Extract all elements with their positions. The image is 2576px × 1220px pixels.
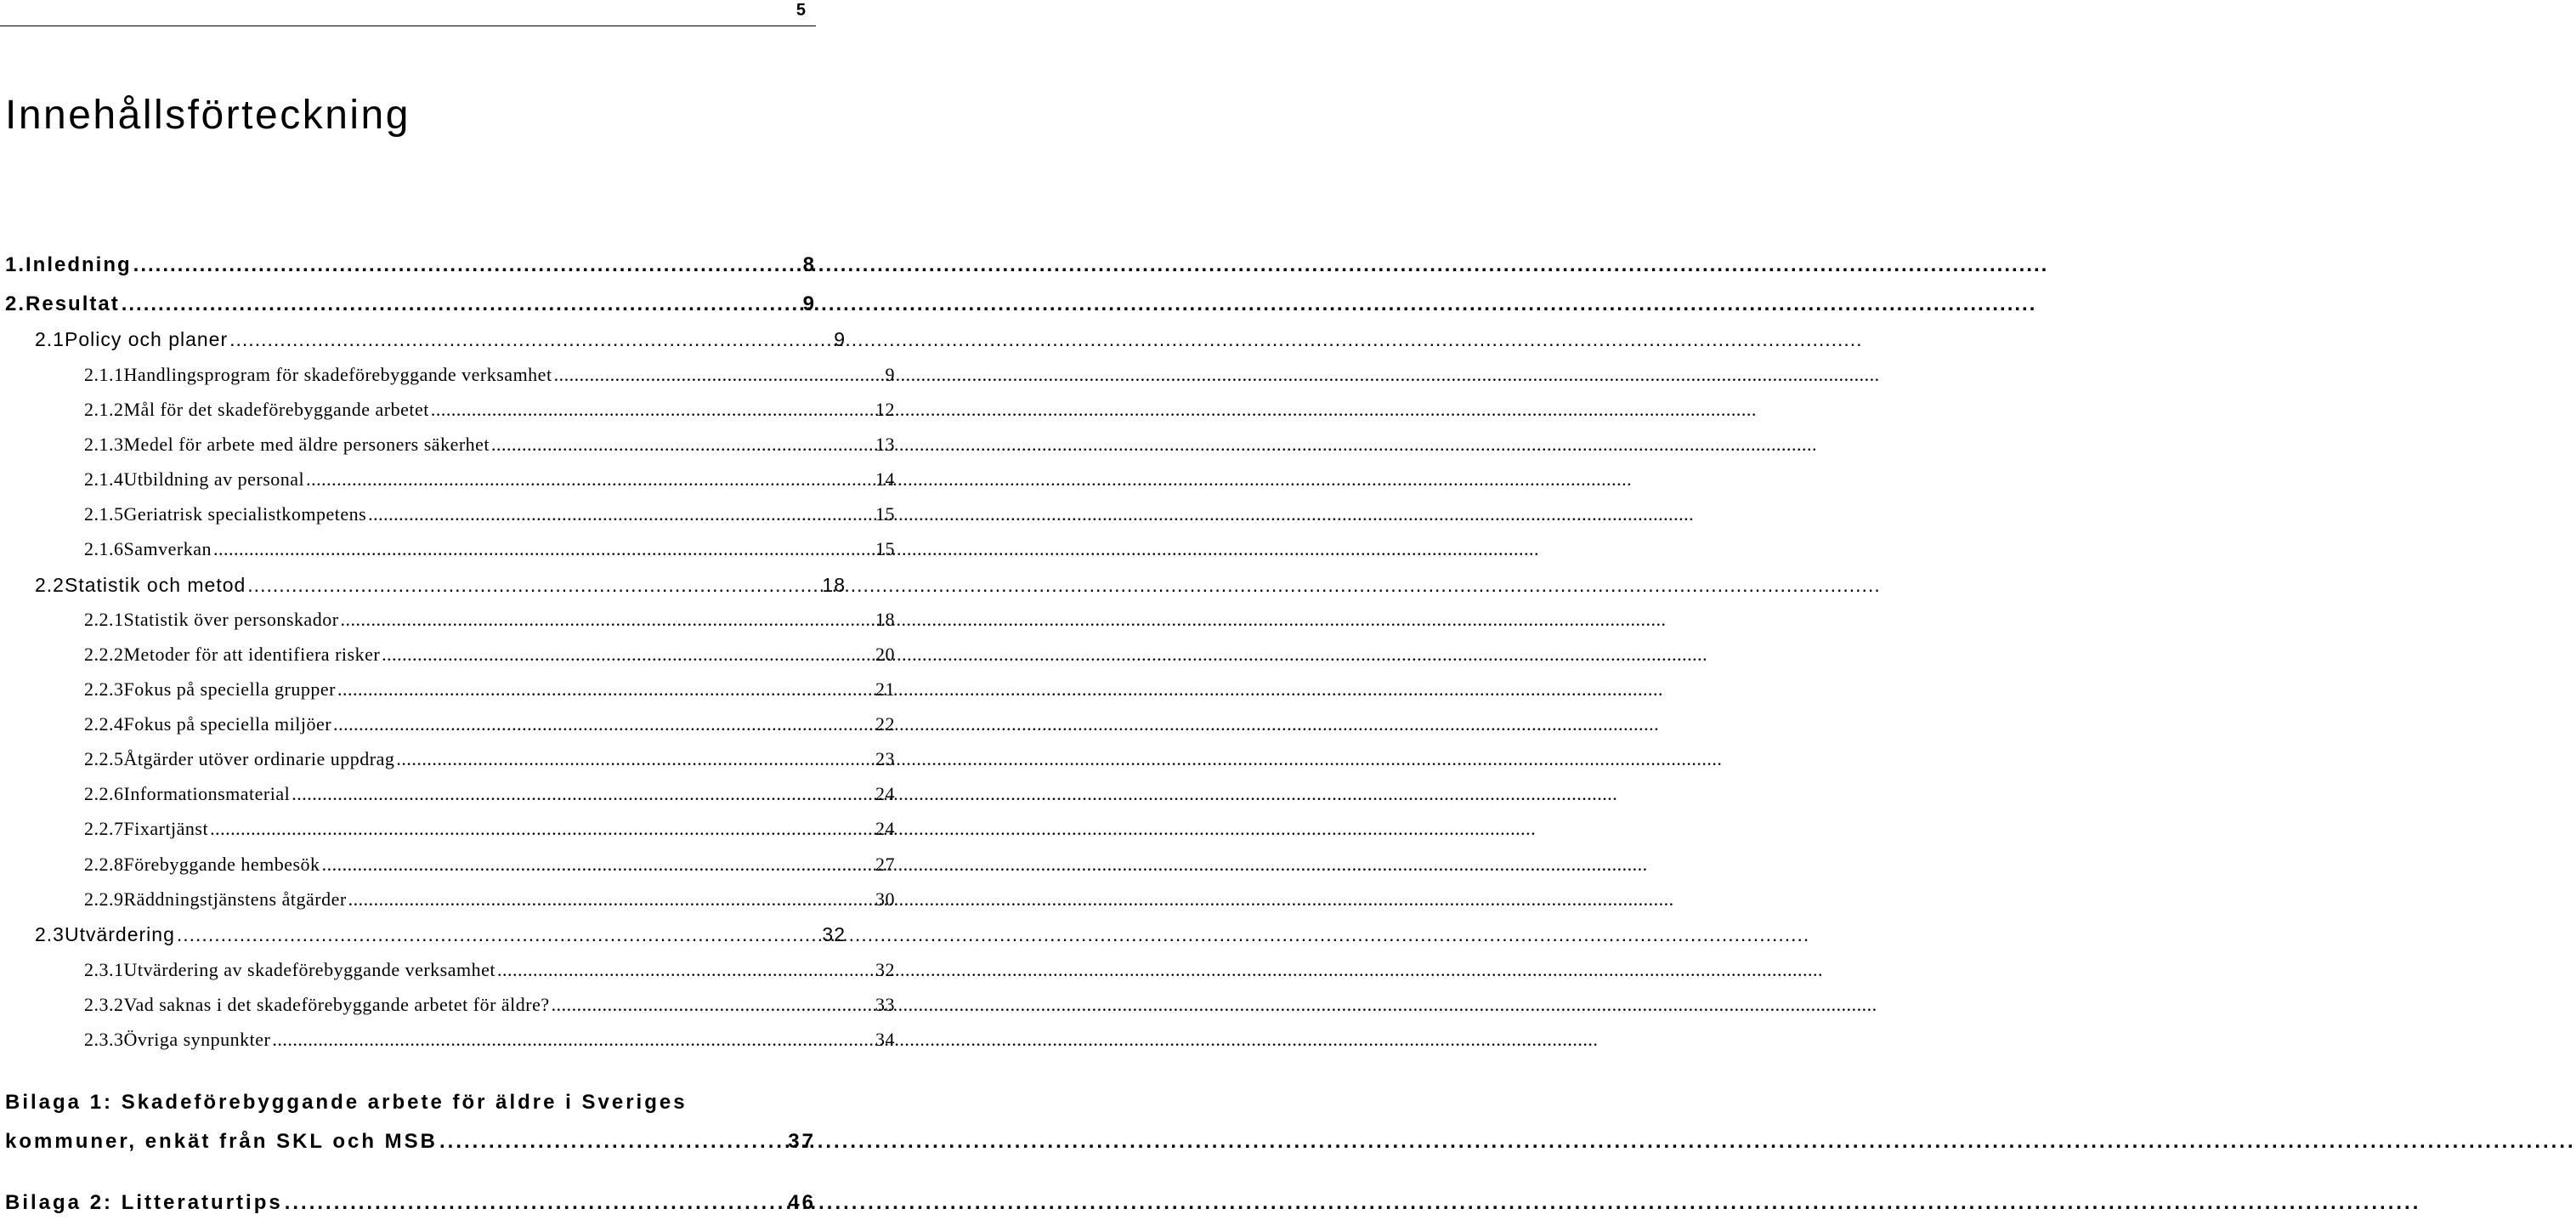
dot-leader xyxy=(341,609,874,631)
dot-leader xyxy=(272,1029,874,1051)
dot-leader xyxy=(431,399,874,421)
toc-entry-page: 9 xyxy=(802,292,816,315)
toc-entry-page: 23 xyxy=(875,748,895,769)
toc-entry-title: Räddningstjänstens åtgärder xyxy=(123,888,347,910)
toc-entry-number: 2.3.3 xyxy=(84,1029,124,1050)
toc-entry-page: 46 xyxy=(788,1191,816,1214)
toc-entry[interactable] xyxy=(0,538,895,565)
toc-entry-title: Utbildning av personal xyxy=(123,468,305,490)
toc-entry-number: 2.1.6 xyxy=(84,538,124,559)
toc-entry-page: 15 xyxy=(875,503,895,525)
toc-entry[interactable] xyxy=(0,748,895,775)
dot-leader xyxy=(285,1191,787,1215)
toc-entry-number: 1. xyxy=(5,253,26,276)
toc-entry-title: Förebyggande hembesök xyxy=(123,854,320,875)
toc-entry-appendix-1[interactable] xyxy=(0,1130,816,1157)
toc-entry-number: 2.3.2 xyxy=(84,994,124,1015)
toc-entry-number: 2.2.2 xyxy=(84,644,124,665)
dot-leader xyxy=(306,468,874,491)
page-header xyxy=(0,0,816,26)
toc-entry-number: 2. xyxy=(5,292,26,315)
dot-leader xyxy=(210,818,874,840)
toc-entry[interactable] xyxy=(0,364,895,391)
toc-entry-page: 22 xyxy=(875,713,895,735)
toc-entry-page: 32 xyxy=(875,959,895,980)
toc-entry[interactable] xyxy=(0,818,895,845)
toc-entry-number: 2.1.3 xyxy=(84,434,124,455)
toc-entry-title: Fixartjänst xyxy=(123,818,209,839)
toc-entry-title: Fokus på speciella grupper xyxy=(123,678,336,700)
toc-entry-page: 8 xyxy=(802,253,816,276)
toc-entry-title: Metoder för att identifiera risker xyxy=(123,644,381,665)
dot-leader xyxy=(213,538,874,560)
dot-leader xyxy=(396,748,874,770)
dot-leader xyxy=(348,888,874,911)
toc-entry-title: Utvärdering xyxy=(64,923,175,945)
toc-entry[interactable] xyxy=(0,923,846,950)
toc-entry[interactable] xyxy=(0,292,816,320)
toc-entry-page: 18 xyxy=(875,609,895,630)
toc-entry[interactable] xyxy=(0,994,895,1021)
toc-entry[interactable] xyxy=(0,1029,895,1056)
toc-entry-page: 33 xyxy=(875,994,895,1015)
toc-entry-title: Geriatrisk specialistkompetens xyxy=(123,503,367,525)
toc-entry-appendix-2[interactable] xyxy=(0,1191,816,1218)
dot-leader xyxy=(333,713,874,735)
page-title: Innehållsförteckning xyxy=(5,93,410,138)
dot-leader xyxy=(133,253,801,277)
toc-entry-title: Mål för det skadeförebyggande arbetet xyxy=(123,399,429,420)
toc-entry-title: Policy och planer xyxy=(64,328,229,350)
appendix-1-title-line2: kommuner, enkät från SKL och MSB xyxy=(5,1130,438,1153)
appendix-1-title-line1[interactable]: Bilaga 1: Skadeförebyggande arbete för äldre i Sveriges xyxy=(5,1091,688,1114)
toc-entry-page: 27 xyxy=(875,854,895,875)
page-number: 5 xyxy=(795,1,806,20)
toc-entry-title: Samverkan xyxy=(123,538,212,559)
toc-entry[interactable] xyxy=(0,399,895,426)
toc-entry-page: 37 xyxy=(788,1130,816,1153)
toc-entry[interactable] xyxy=(0,609,895,636)
dot-leader xyxy=(497,959,874,981)
toc-entry[interactable] xyxy=(0,644,895,671)
dot-leader xyxy=(439,1130,786,1154)
toc-entry[interactable] xyxy=(0,783,895,810)
toc-entry[interactable] xyxy=(0,503,895,531)
toc-entry-page: 24 xyxy=(875,783,895,804)
toc-entry[interactable] xyxy=(0,574,846,601)
dot-leader xyxy=(554,364,884,386)
toc-entry-title: Övriga synpunkter xyxy=(123,1029,271,1050)
toc-entry-page: 12 xyxy=(875,399,895,420)
dot-leader xyxy=(247,574,820,597)
toc-entry[interactable] xyxy=(0,328,846,355)
toc-entry-title: Vad saknas i det skadeförebyggande arbetet för äldre? xyxy=(123,994,550,1015)
toc-entry-page: 34 xyxy=(875,1029,895,1050)
toc-entry-title: Statistik och metod xyxy=(64,574,246,596)
toc-entry-number: 2.1.5 xyxy=(84,503,124,525)
toc-entry[interactable] xyxy=(0,678,895,706)
toc-entry-number: 2.3 xyxy=(35,923,65,945)
toc-entry-page: 21 xyxy=(875,678,895,700)
toc-entry-title: Medel för arbete med äldre personers säkerhet xyxy=(123,434,490,455)
toc-entry-number: 2.2.8 xyxy=(84,854,124,875)
toc-entry-page: 14 xyxy=(875,468,895,490)
dot-leader xyxy=(368,503,874,525)
toc-entry-number: 2.2.6 xyxy=(84,783,124,804)
toc-entry[interactable] xyxy=(0,713,895,741)
toc-entry-page: 9 xyxy=(885,364,895,385)
toc-entry-number: 2.2.7 xyxy=(84,818,124,839)
toc-entry-page: 15 xyxy=(875,538,895,559)
toc-entry-title: Statistik över personskador xyxy=(123,609,339,630)
toc-entry-title: Handlingsprogram för skadeförebyggande verksamhet xyxy=(123,364,552,385)
toc-entry-page: 13 xyxy=(875,434,895,455)
dot-leader xyxy=(229,328,832,351)
toc-entry-number: 2.2.3 xyxy=(84,678,124,700)
dot-leader xyxy=(491,434,874,456)
dot-leader xyxy=(122,292,801,316)
toc-entry-title: Åtgärder utöver ordinarie uppdrag xyxy=(123,748,395,769)
dot-leader xyxy=(552,994,874,1016)
toc-entry-number: 2.3.1 xyxy=(84,959,124,980)
dot-leader xyxy=(177,923,821,946)
toc-entry-page: 18 xyxy=(822,574,846,596)
toc-entry-number: 2.2.5 xyxy=(84,748,124,769)
toc-entry-title: Informationsmaterial xyxy=(123,783,291,804)
dot-leader xyxy=(292,783,874,805)
toc-entry[interactable] xyxy=(0,888,895,916)
toc-entry-title: Resultat xyxy=(25,292,120,315)
toc-entry-title: Inledning xyxy=(25,253,132,276)
toc-entry-number: 2.2.1 xyxy=(84,609,124,630)
appendix-2-title: Bilaga 2: Litteraturtips xyxy=(5,1191,283,1214)
toc-entry-number: 2.1.2 xyxy=(84,399,124,420)
dot-leader xyxy=(382,644,874,666)
toc-entry-page: 9 xyxy=(834,328,846,350)
toc-entry-number: 2.2 xyxy=(35,574,65,596)
toc-entry-number: 2.2.9 xyxy=(84,888,124,910)
toc-entry-number: 2.1.1 xyxy=(84,364,124,385)
toc-entry-number: 2.2.4 xyxy=(84,713,124,735)
toc-entry-page: 20 xyxy=(875,644,895,665)
toc-entry[interactable] xyxy=(0,434,895,461)
toc-entry-number: 2.1 xyxy=(35,328,65,350)
toc-entry[interactable] xyxy=(0,468,895,496)
toc-entry-page: 32 xyxy=(822,923,846,945)
toc-entry-title: Fokus på speciella miljöer xyxy=(123,713,332,735)
toc-entry[interactable] xyxy=(0,854,895,881)
toc-entry-number: 2.1.4 xyxy=(84,468,124,490)
toc-entry-title: Utvärdering av skadeförebyggande verksamhet xyxy=(123,959,496,980)
toc-entry[interactable] xyxy=(0,959,895,986)
dot-leader xyxy=(337,678,874,701)
toc-entry[interactable] xyxy=(0,253,816,281)
toc-entry-page: 30 xyxy=(875,888,895,910)
toc-entry-page: 24 xyxy=(875,818,895,839)
dot-leader xyxy=(322,854,874,876)
